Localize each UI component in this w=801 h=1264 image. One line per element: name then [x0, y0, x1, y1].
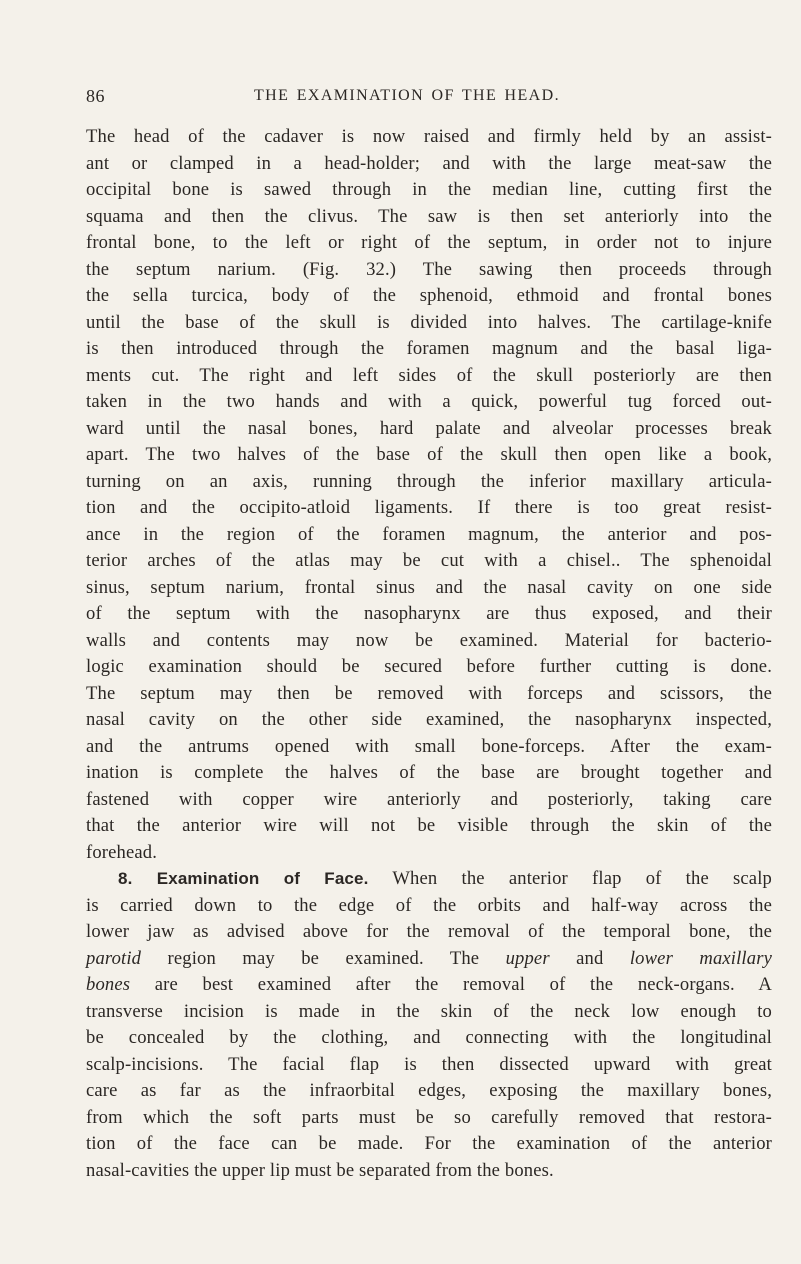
text-line: ward until the nasal bones, hard palate and alveolar processes break	[86, 417, 772, 439]
text-line: is then introduced through the foramen magnum and the basal liga-	[86, 338, 772, 359]
text-line: bones are best examined after the removal of the neck-organs. A	[86, 974, 772, 995]
text-line: that the anterior wire will not be visible through the skin of the	[86, 815, 772, 836]
page-number: 86	[86, 86, 105, 106]
text-line: nasal cavity on the other side examined, the nasopharynx inspected,	[86, 709, 772, 730]
text-line: from which the soft parts must be so carefully removed that restora-	[86, 1106, 772, 1128]
text-line: tion of the face can be made. For the examination of the anterior	[86, 1133, 772, 1154]
text-line: terior arches of the atlas may be cut with a chisel.. The sphenoidal	[86, 550, 772, 571]
text-line: turning on an axis, running through the inferior maxillary articula-	[86, 470, 772, 492]
text-line: taken in the two hands and with a quick, powerful tug forced out-	[86, 391, 772, 412]
text-line: scalp-incisions. The facial flap is then dissected upward with great	[86, 1053, 772, 1075]
text-line: logic examination should be secured before further cutting is done.	[86, 656, 772, 677]
paragraph-examination-of-face	[86, 866, 772, 1184]
text-line: ant or clamped in a head-holder; and with the large meat-saw the	[86, 152, 772, 174]
running-head	[0, 86, 801, 110]
text-line: The head of the cadaver is now raised and firmly held by an assist-	[86, 126, 772, 147]
text-line: until the base of the skull is divided into halves. The cartilage-knife	[86, 311, 772, 333]
text-line: sinus, septum narium, frontal sinus and the nasal cavity on one side	[86, 576, 772, 598]
text-line: occipital bone is sawed through in the median line, cutting first the	[86, 179, 772, 200]
text-line: the sella turcica, body of the sphenoid, ethmoid and frontal bones	[86, 285, 772, 306]
text-line: lower jaw as advised above for the removal of the temporal bone, the	[86, 921, 772, 942]
text-line: parotid region may be examined. The upper and lower maxillary	[86, 947, 772, 969]
text-line: 8. Examination of Face. When the anterior flap of the scalp	[118, 868, 772, 889]
text-line: nasal-cavities the upper lip must be separated from the bones.	[86, 1159, 554, 1181]
text-line: frontal bone, to the left or right of the septum, in order not to injure	[86, 232, 772, 253]
text-line: fastened with copper wire anteriorly and posteriorly, taking care	[86, 788, 772, 810]
text-line: apart. The two halves of the base of the skull then open like a book,	[86, 444, 772, 465]
text-line: tion and the occipito-atloid ligaments. If there is too great resist-	[86, 497, 772, 518]
running-title: THE EXAMINATION OF THE HEAD.	[254, 87, 560, 104]
text-line: transverse incision is made in the skin of the neck low enough to	[86, 1000, 772, 1022]
text-line: be concealed by the clothing, and connecting with the longitudinal	[86, 1027, 772, 1048]
text-line: squama and then the clivus. The saw is then set anteriorly into the	[86, 205, 772, 227]
text-line: the septum narium. (Fig. 32.) The sawing then proceeds through	[86, 258, 772, 280]
text-line: and the antrums opened with small bone-forceps. After the exam-	[86, 735, 772, 757]
text-line: care as far as the infraorbital edges, exposing the maxillary bones,	[86, 1080, 772, 1101]
body-text	[86, 124, 772, 1184]
text-line: ination is complete the halves of the base are brought together and	[86, 762, 772, 783]
paragraph-autopsy-skull-base	[86, 124, 772, 866]
text-line: The septum may then be removed with forceps and scissors, the	[86, 682, 772, 704]
text-line: is carried down to the edge of the orbits and half-way across the	[86, 894, 772, 916]
text-line: walls and contents may now be examined. Material for bacterio-	[86, 629, 772, 651]
text-line: ance in the region of the foramen magnum, the anterior and pos-	[86, 523, 772, 545]
text-line: forehead.	[86, 841, 158, 863]
text-line: of the septum with the nasopharynx are thus exposed, and their	[86, 603, 772, 624]
section-heading: 8. Examination of Face.	[118, 869, 369, 888]
text-line: ments cut. The right and left sides of the skull posteriorly are then	[86, 364, 772, 386]
